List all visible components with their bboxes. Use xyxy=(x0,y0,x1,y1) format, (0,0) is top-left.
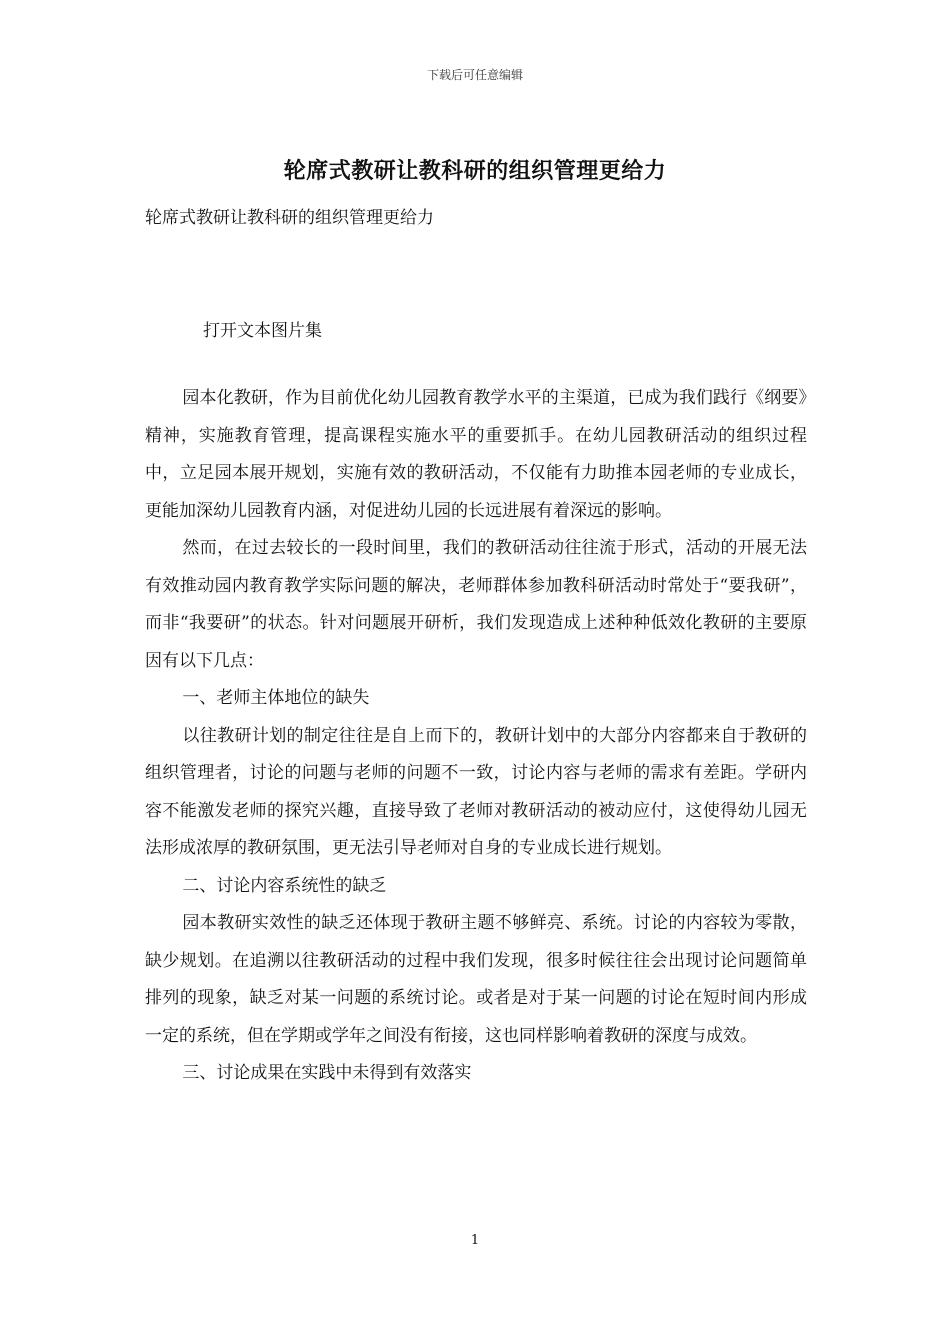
page-number: 1 xyxy=(470,1233,480,1248)
paragraph: 以往教研计划的制定往往是自上而下的，教研计划中的大部分内容都来自于教研的组织管理者，讨论的问题与老师的问题不一致，讨论内容与老师的需求有差距。学研内容不能激发老师的探究兴趣，直接导致了老师对教研活动的被动应付，这使得幼儿园无法形成浓厚的教研氛围，更无法引导老师对自身的专业成长进行规划。 xyxy=(145,725,807,858)
section-heading: 二、讨论内容系统性的缺乏 xyxy=(182,875,387,896)
body-text xyxy=(145,380,807,1093)
paragraph: 然而，在过去较长的一段时间里，我们的教研活动往往流于形式，活动的开展无法有效推动园内教育教学实际问题的解决，老师群体参加教科研活动时常处于“要我研”，而非“我要研”的状态。针对问题展开研析，我们发现造成上述种种低效化教研的主要原因有以下几点： xyxy=(145,538,807,671)
header-note: 下载后可任意编辑 xyxy=(426,68,523,82)
paragraph: 园本教研实效性的缺乏还体现于教研主题不够鲜亮、系统。讨论的内容较为零散，缺少规划。在追溯以往教研活动的过程中我们发现，很多时候往往会出现讨论问题简单排列的现象，缺乏对某一问题的系统讨论。或者是对于某一问题的讨论在短时间内形成一定的系统，但在学期或学年之间没有衔接，这也同样影响着教研的深度与成效。 xyxy=(145,913,807,1046)
paragraph: 园本化教研，作为目前优化幼儿园教育教学水平的主渠道，已成为我们践行《纲要》精神，实施教育管理，提高课程实施水平的重要抓手。在幼儿园教研活动的组织过程中，立足园本展开规划，实施有效的教研活动，不仅能有力助推本园老师的专业成长，更能加深幼儿园教育内涵，对促进幼儿园的长远进展有着深远的影响。 xyxy=(145,388,807,521)
section-heading: 三、讨论成果在实践中未得到有效落实 xyxy=(182,1063,472,1083)
open-image-gallery-link[interactable]: 打开文本图片集 xyxy=(203,321,322,341)
document-subtitle: 轮席式教研让教科研的组织管理更给力 xyxy=(145,208,434,228)
document-title: 轮席式教研让教科研的组织管理更给力 xyxy=(283,158,667,184)
section-heading: 一、老师主体地位的缺失 xyxy=(182,688,370,708)
